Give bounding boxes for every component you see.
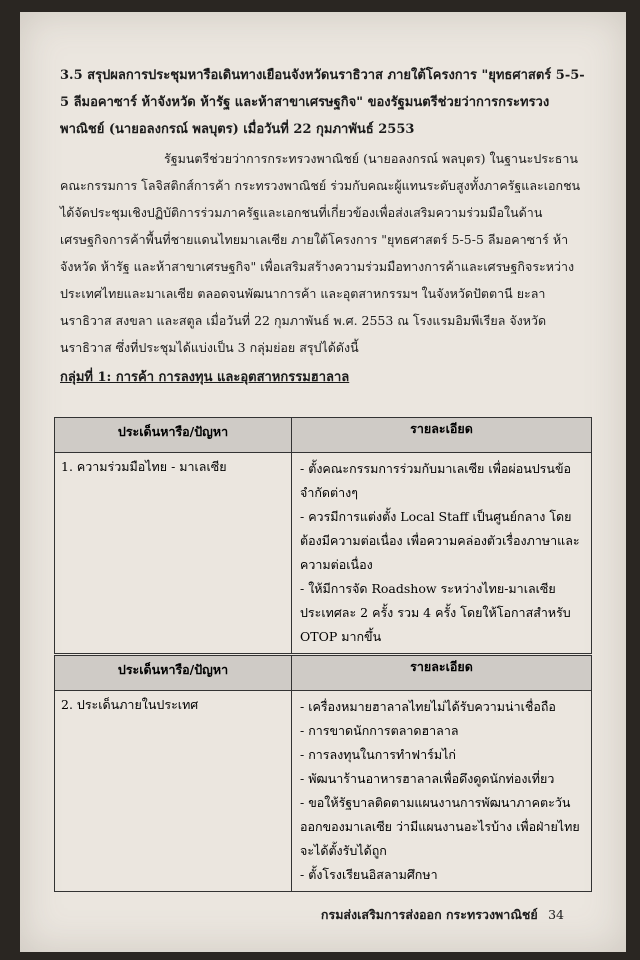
table-row xyxy=(55,453,592,654)
document-page xyxy=(20,12,626,952)
page-number: 34 xyxy=(548,907,564,922)
detail-item: - การขาดนักการตลาดฮาลาล xyxy=(300,723,459,738)
intro-paragraph: รัฐมนตรีช่วยว่าการกระทรวงพาณิชย์ (นายอลงกรณ์ พลบุตร) ในฐานะประธานคณะกรรมการ โลจิสติกส์การค้า กระทรวงพาณิชย์ ร่วมกับคณะผู้แทนระดับสูงทั้งภาครัฐและเอกชน ได้จัดประชุมเชิงปฏิบัติการร่วมภาครัฐและเอกชนที่เกี่ยวข้องเพื่อส่งเสริมความร่วมมือในด้านเศรษฐกิจการค้าพื้นที่ชายแดนไทยมาเลเซีย ภายใต้โครงการ "ยุทธศาสตร์ 5-5-5 ลีมอคาซาร์ ห้าจังหวัด ห้ารัฐ และห้าสาขาเศรษฐกิจ" เพื่อเสริมสร้างความร่วมมือทางการค้าและเศรษฐกิจระหว่างประเทศไทยและมาเลเซีย ตลอดจนพัฒนาการค้า และอุตสาหกรรมฯ ในจังหวัดปัตตานี ยะลา นราธิวาส สงขลา และสตูล เมื่อวันที่ 22 กุมภาพันธ์ พ.ศ. 2553 ณ โรงแรมอิมพีเรียล จังหวัดนราธิวาส ซึ่งที่ประชุมได้แบ่งเป็น 3 กลุ่มย่อย สรุปได้ดังนี้ xyxy=(60,151,581,355)
table-header-row xyxy=(55,656,592,691)
section-heading: 3.5 สรุปผลการประชุมหารือเดินทางเยือนจังหวัดนราธิวาส ภายใต้โครงการ "ยุทธศาสตร์ 5-5-5 ลีมอคาซาร์ ห้าจังหวัด ห้ารัฐ และห้าสาขาเศรษฐกิจ" ของรัฐมนตรีช่วยว่าการกระทรวงพาณิชย์ (นายอลงกรณ์ พลบุตร) เมื่อวันที่ 22 กุมภาพันธ์ 2553 xyxy=(60,68,585,137)
detail-item: - ให้มีการจัด Roadshow ระหว่างไทย-มาเลเซีย ประเทศละ 2 ครั้ง รวม 4 ครั้ง โดยให้โอกาสสำหรับ OTOP มากขึ้น xyxy=(300,581,571,644)
header-detail: รายละเอียด xyxy=(292,418,592,453)
group-title: กลุ่มที่ 1: การค้า การลงทุน และอุตสาหกรรมฮาลาล xyxy=(60,370,350,385)
header-detail: รายละเอียด xyxy=(292,656,592,691)
detail-item: - ควรมีการแต่งตั้ง Local Staff เป็นศูนย์กลาง โดยต้องมีความต่อเนื่อง เพื่อความคล่องตัวเรื่องภาษาและความต่อเนื่อง xyxy=(300,509,580,572)
issue-cell: 2. ประเด็นภายในประเทศ xyxy=(55,691,292,892)
page-footer xyxy=(321,905,564,925)
header-issue: ประเด็นหารือ/ปัญหา xyxy=(55,418,292,453)
issue-table-1 xyxy=(54,417,592,654)
footer-text: กรมส่งเสริมการส่งออก กระทรวงพาณิชย์ xyxy=(320,907,538,922)
detail-item: - ขอให้รัฐบาลติดตามแผนงานการพัฒนาภาคตะวันออกของมาเลเซีย ว่ามีแผนงานอะไรบ้าง เพื่อฝ่ายไทยจะได้ตั้งรับได้ถูก xyxy=(300,795,580,858)
header-issue: ประเด็นหารือ/ปัญหา xyxy=(55,656,292,691)
table-row xyxy=(55,691,592,892)
detail-cell xyxy=(292,691,592,892)
issue-cell: 1. ความร่วมมือไทย - มาเลเซีย xyxy=(55,453,292,654)
detail-item: - เครื่องหมายฮาลาลไทยไม่ได้รับความน่าเชื่อถือ xyxy=(300,699,556,714)
issue-table-2 xyxy=(54,655,592,892)
detail-item: - ตั้งโรงเรียนอิสลามศึกษา xyxy=(300,867,438,882)
table-header-row xyxy=(55,418,592,453)
detail-cell xyxy=(292,453,592,654)
detail-item: - ตั้งคณะกรรมการร่วมกับมาเลเซีย เพื่อผ่อนปรนข้อจำกัดต่างๆ xyxy=(300,461,571,500)
document-body xyxy=(60,62,590,389)
detail-item: - พัฒนาร้านอาหารฮาลาลเพื่อดึงดูดนักท่องเที่ยว xyxy=(300,771,555,786)
detail-item: - การลงทุนในการทำฟาร์มไก่ xyxy=(300,747,456,762)
